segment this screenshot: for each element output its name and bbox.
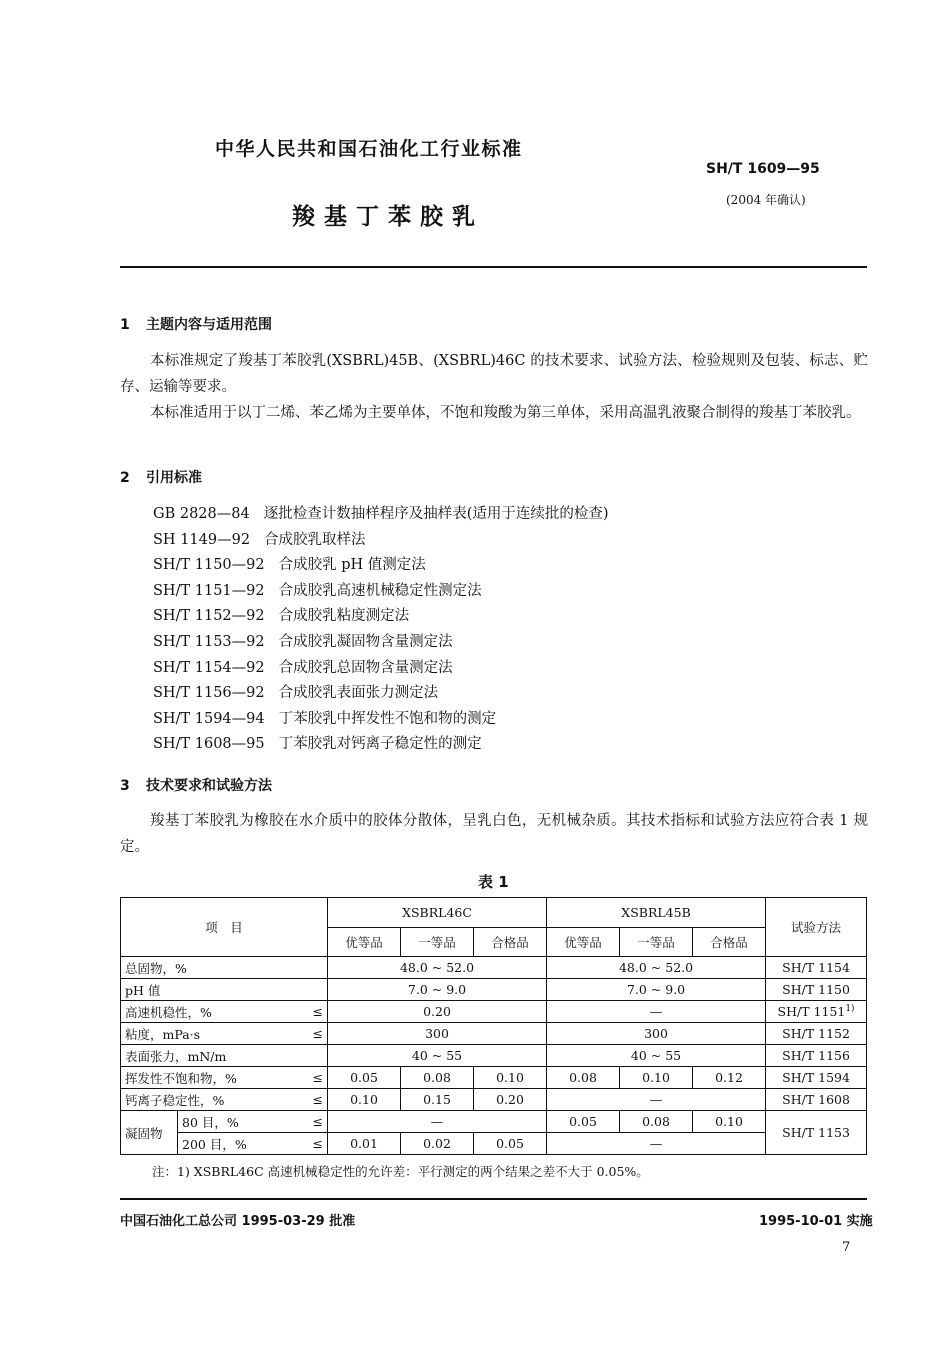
section-title: 主题内容与适用范围: [146, 317, 272, 333]
header-rule: [120, 266, 867, 268]
reference-item: [153, 604, 609, 630]
value-a: 300: [328, 1023, 547, 1045]
method-cell: SH/T 1594: [766, 1067, 867, 1089]
row-label: 高速机稳性，% ≤: [121, 1001, 328, 1023]
grade-header: 优等品: [547, 928, 620, 957]
method-cell: SH/T 1151$^{1)}$: [766, 1001, 867, 1023]
reference-title: 合成胶乳取样法: [264, 531, 366, 548]
value-cell: 0.05: [547, 1111, 620, 1133]
reference-code: SH/T 1152—92: [153, 608, 265, 625]
footnote-marker: 1): [845, 1003, 855, 1014]
reference-code: SH/T 1154—92: [153, 659, 265, 676]
section-3-heading: [120, 775, 272, 795]
row-label: 粘度，mPa·s ≤: [121, 1023, 328, 1045]
reference-code: SH/T 1153—92: [153, 633, 265, 650]
reference-item: [153, 707, 609, 733]
section-3-paragraph: 羧基丁苯胶乳为橡胶在水介质中的胶体分散体，呈乳白色，无机械杂质。其技术指标和试验方法应符合表 1 规定。: [120, 813, 868, 855]
value-b: 40 ~ 55: [547, 1045, 766, 1067]
value-cell: 0.12: [693, 1067, 766, 1089]
section-2-heading: [120, 467, 202, 487]
table-row: [121, 1133, 867, 1155]
value-cell: 0.08: [547, 1067, 620, 1089]
row-label: 80 目，% ≤: [178, 1111, 328, 1133]
reference-code: GB 2828—84: [153, 506, 250, 522]
footer-rule: [120, 1198, 867, 1200]
reference-item: [153, 579, 609, 605]
section-number: 1: [120, 317, 130, 333]
value-a: 0.20: [328, 1001, 547, 1023]
document-title: 羧基丁苯胶乳: [292, 204, 484, 230]
header-group-b: XSBRL45B: [547, 898, 766, 928]
reference-code: SH/T 1608—95: [153, 736, 265, 753]
reference-item: [153, 630, 609, 656]
grade-header: 优等品: [328, 928, 401, 957]
value-cell: 0.10: [693, 1111, 766, 1133]
reference-title: 逐批检查计数抽样程序及抽样表(适用于连续批的检查): [263, 506, 609, 522]
implementation-date: 1995-10-01 实施: [759, 1214, 873, 1229]
value-cell: 0.05: [474, 1133, 547, 1155]
value-a: 7.0 ~ 9.0: [328, 979, 547, 1001]
reference-item: [153, 656, 609, 682]
reference-item: [153, 502, 609, 528]
standard-code: SH/T 1609—95: [706, 161, 820, 177]
value-b: 300: [547, 1023, 766, 1045]
reference-title: 合成胶乳粘度测定法: [278, 608, 410, 625]
value-cell: 0.10: [474, 1067, 547, 1089]
grade-header: 合格品: [474, 928, 547, 957]
row-label: 挥发性不饱和物，% ≤: [121, 1067, 328, 1089]
method-cell: SH/T 1153: [766, 1111, 867, 1155]
table-row: [121, 1111, 867, 1133]
reference-code: SH/T 1156—92: [153, 685, 265, 702]
table-row: [121, 957, 867, 979]
grade-header: 一等品: [401, 928, 474, 957]
reference-title: 合成胶乳 pH 值测定法: [278, 557, 426, 574]
header-method: 试验方法: [766, 898, 867, 957]
reference-title: 合成胶乳凝固物含量测定法: [278, 633, 453, 650]
value-b: 7.0 ~ 9.0: [547, 979, 766, 1001]
table-row: [121, 1001, 867, 1023]
table-row: [121, 1045, 867, 1067]
section-title: 引用标准: [146, 470, 202, 486]
issuing-organization: 中华人民共和国石油化工行业标准: [215, 138, 523, 160]
value-cell: 0.08: [401, 1067, 474, 1089]
value-cell: 0.02: [401, 1133, 474, 1155]
table-row: [121, 1089, 867, 1111]
reference-title: 丁苯胶乳中挥发性不饱和物的测定: [278, 710, 497, 727]
value-cell: 0.20: [474, 1089, 547, 1111]
reference-item: [153, 732, 609, 758]
method-cell: SH/T 1156: [766, 1045, 867, 1067]
section-1-heading: [120, 314, 272, 334]
row-label: pH 值: [121, 979, 328, 1001]
reference-code: SH/T 1151—92: [153, 582, 265, 599]
section-title: 技术要求和试验方法: [146, 778, 272, 794]
value-cell: 0.01: [328, 1133, 401, 1155]
value-cell: 0.10: [620, 1067, 693, 1089]
table-row: [121, 1023, 867, 1045]
page-number: 7: [842, 1240, 851, 1255]
table-row: [121, 979, 867, 1001]
section-number: 3: [120, 778, 130, 794]
section-1-paragraph-2: 本标准适用于以丁二烯、苯乙烯为主要单体，不饱和羧酸为第三单体，采用高温乳液聚合制得的羧基丁苯胶乳。: [150, 405, 861, 421]
grade-header: 合格品: [693, 928, 766, 957]
value-a: —: [328, 1111, 547, 1133]
value-a: 40 ~ 55: [328, 1045, 547, 1067]
confirmation-note: (2004 年确认): [726, 193, 806, 207]
value-b: —: [547, 1089, 766, 1111]
value-cell: 0.10: [328, 1089, 401, 1111]
row-label: 200 目，% ≤: [178, 1133, 328, 1155]
method-cell: SH/T 1150: [766, 979, 867, 1001]
value-b: —: [547, 1133, 766, 1155]
reference-title: 丁苯胶乳对钙离子稳定性的测定: [278, 736, 482, 753]
value-cell: 0.15: [401, 1089, 474, 1111]
value-b: 48.0 ~ 52.0: [547, 957, 766, 979]
value-b: —: [547, 1001, 766, 1023]
row-label: 总固物，%: [121, 957, 328, 979]
header-item: 项 目: [121, 898, 328, 957]
coagulum-label: 凝固物: [121, 1111, 178, 1155]
reference-title: 合成胶乳表面张力测定法: [278, 685, 439, 702]
header-group-a: XSBRL46C: [328, 898, 547, 928]
reference-code: SH/T 1594—94: [153, 710, 265, 727]
row-label: 钙离子稳定性，% ≤: [121, 1089, 328, 1111]
table-footnote: 注：1) XSBRL46C 高速机械稳定性的允许差：平行测定的两个结果之差不大于 0.05%。: [152, 1164, 649, 1179]
reference-item: [153, 681, 609, 707]
reference-code: SH 1149—92: [153, 531, 251, 548]
section-1-paragraph-1: 本标准规定了羧基丁苯胶乳(XSBRL)45B、(XSBRL)46C 的技术要求、试验方法、检验规则及包装、标志、贮存、运输等要求。: [120, 353, 868, 395]
reference-title: 合成胶乳高速机械稳定性测定法: [278, 582, 482, 599]
row-label: 表面张力，mN/m: [121, 1045, 328, 1067]
approval-note: 中国石油化工总公司 1995-03-29 批准: [120, 1214, 356, 1229]
section-number: 2: [120, 470, 130, 486]
table-row: [121, 1067, 867, 1089]
value-a: 48.0 ~ 52.0: [328, 957, 547, 979]
method-cell: SH/T 1608: [766, 1089, 867, 1111]
reference-list: [153, 502, 609, 758]
value-cell: 0.08: [620, 1111, 693, 1133]
table-header-row: [121, 898, 867, 928]
reference-item: [153, 553, 609, 579]
reference-code: SH/T 1150—92: [153, 557, 265, 574]
table-caption: 表 1: [478, 873, 509, 891]
reference-item: [153, 528, 609, 554]
method-cell: SH/T 1154: [766, 957, 867, 979]
grade-header: 一等品: [620, 928, 693, 957]
value-cell: 0.05: [328, 1067, 401, 1089]
spec-table: [120, 897, 867, 1155]
method-cell: SH/T 1152: [766, 1023, 867, 1045]
reference-title: 合成胶乳总固物含量测定法: [278, 659, 453, 676]
